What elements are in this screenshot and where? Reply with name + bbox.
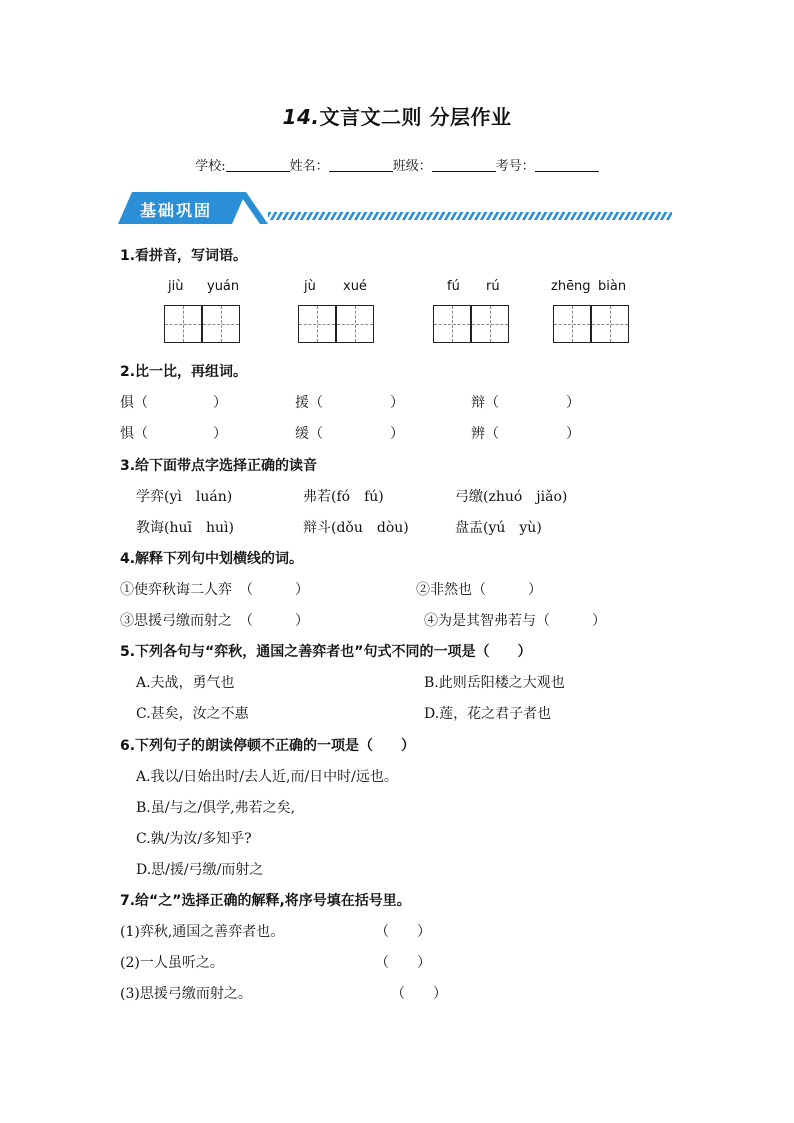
school-blank[interactable] <box>226 157 290 172</box>
student-info-row <box>0 155 794 174</box>
q5-option-c: C.甚矣，汝之不惠 <box>136 706 249 722</box>
q2-item-close: ） <box>213 426 227 442</box>
section-title: 基础巩固 <box>140 201 213 220</box>
q2-item: 惧（ <box>120 426 148 442</box>
question-3-title: 3.给下面带点字选择正确的读音 <box>120 458 318 474</box>
question-4-title: 4.解释下列句中划横线的词。 <box>120 551 304 567</box>
q5-option-b: B.此则岳阳楼之大观也 <box>424 675 565 691</box>
banner-slash-shape <box>238 192 268 224</box>
writing-cell[interactable] <box>164 305 202 343</box>
q5-option-a: A.夫战，勇气也 <box>136 675 235 691</box>
question-5-title: 5.下列各句与“弈秋，通国之善弈者也”句式不同的一项是（ ） <box>120 644 532 660</box>
q4-item-2: ②非然也（ ） <box>416 582 542 598</box>
writing-cell[interactable] <box>553 305 591 343</box>
class-blank[interactable] <box>432 157 496 172</box>
page-title <box>0 101 794 130</box>
q3-item: 盘盂(yú yù) <box>455 520 542 536</box>
name-blank[interactable] <box>329 157 393 172</box>
q7-answer-blank-3[interactable]: （ ） <box>391 986 447 1002</box>
q4-item-3: ③思援弓缴而射之 （ ） <box>120 613 309 629</box>
school-label: 学校: <box>195 159 226 174</box>
pinyin-4b: biàn <box>598 279 627 294</box>
q4-item-4: ④为是其智弗若与（ ） <box>424 613 606 629</box>
question-1-title: 1.看拼音，写词语。 <box>120 248 248 264</box>
q2-item: 援（ <box>295 395 323 411</box>
pinyin-1a: jiù <box>168 279 184 294</box>
exam-label: 考号： <box>495 159 535 174</box>
q3-item: 教诲(huī huì) <box>136 520 234 536</box>
writing-cell[interactable] <box>471 305 509 343</box>
q3-item: 弗若(fó fú) <box>303 489 384 505</box>
class-label: 班级： <box>392 159 432 174</box>
q2-item: 俱（ <box>120 395 148 411</box>
writing-grid-4 <box>553 305 631 343</box>
pinyin-3a: fú <box>447 279 460 294</box>
writing-cell[interactable] <box>202 305 240 343</box>
q6-option-a: A.我以/日始出时/去人近,而/日中时/远也。 <box>136 769 398 785</box>
writing-cell[interactable] <box>336 305 374 343</box>
q2-item: 辨（ <box>471 426 499 442</box>
question-2-title: 2.比一比，再组词。 <box>120 364 248 380</box>
q2-item: 缓（ <box>295 426 323 442</box>
pinyin-1b: yuán <box>207 279 240 294</box>
pinyin-3b: rú <box>486 279 500 294</box>
q7-answer-blank-1[interactable]: （ ） <box>375 924 431 940</box>
q3-item: 辩斗(dǒu dòu) <box>303 520 409 536</box>
question-6-title: 6.下列句子的朗读停顿不正确的一项是（ ） <box>120 738 416 754</box>
writing-cell[interactable] <box>591 305 629 343</box>
banner-stripe-band <box>268 212 672 220</box>
q7-item-2: (2)一人虽听之。 <box>120 955 224 971</box>
pinyin-2b: xué <box>343 279 367 294</box>
writing-grid-3 <box>433 305 511 343</box>
q2-item-close: ） <box>390 395 404 411</box>
q7-item-1: (1)弈秋,通国之善弈者也。 <box>120 924 285 940</box>
q6-option-c: C.孰/为汝/多知乎? <box>136 831 252 847</box>
title-text: 文言文二则 分层作业 <box>319 105 512 129</box>
question-7-title: 7.给“之”选择正确的解释,将序号填在括号里。 <box>120 893 411 909</box>
q5-option-d: D.莲，花之君子者也 <box>424 706 552 722</box>
q2-item-close: ） <box>566 395 580 411</box>
q3-item: 弓缴(zhuó jiǎo) <box>455 489 568 505</box>
q7-answer-blank-2[interactable]: （ ） <box>375 955 431 971</box>
writing-grid-1 <box>164 305 242 343</box>
title-number: 14. <box>282 105 320 129</box>
pinyin-2a: jù <box>304 279 316 294</box>
writing-cell[interactable] <box>433 305 471 343</box>
writing-grid-2 <box>298 305 376 343</box>
q6-option-b: B.虽/与之/俱学,弗若之矣, <box>136 800 296 816</box>
name-label: 姓名： <box>289 159 329 174</box>
q3-item: 学弈(yì luán) <box>136 489 233 505</box>
q6-option-d: D.思/援/弓缴/而射之 <box>136 862 264 878</box>
q7-item-3: (3)思援弓缴而射之。 <box>120 986 252 1002</box>
q4-item-1: ①使弈秋诲二人弈 （ ） <box>120 582 309 598</box>
q2-item: 辩（ <box>471 395 499 411</box>
exam-blank[interactable] <box>535 157 599 172</box>
q2-item-close: ） <box>566 426 580 442</box>
pinyin-4a: zhēng <box>551 279 591 294</box>
q2-item-close: ） <box>390 426 404 442</box>
writing-cell[interactable] <box>298 305 336 343</box>
q2-item-close: ） <box>213 395 227 411</box>
